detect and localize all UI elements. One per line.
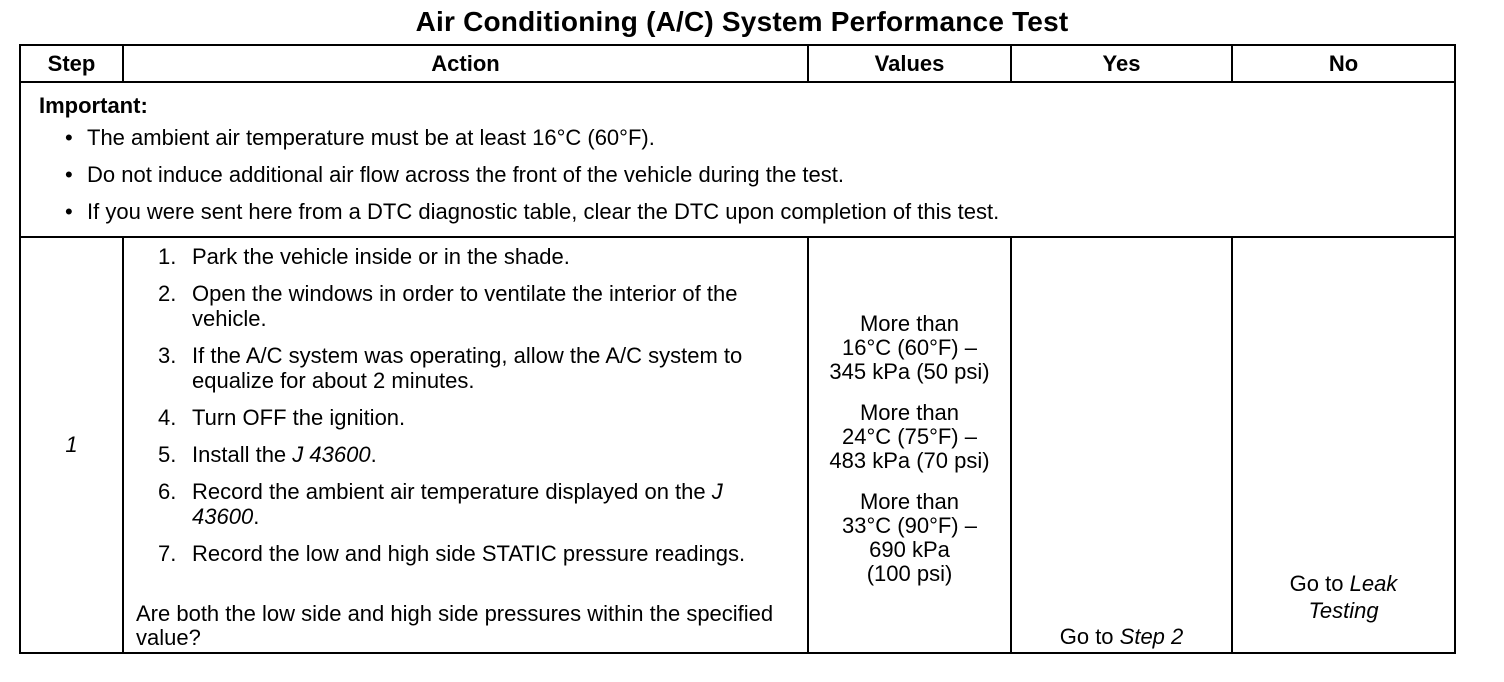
important-row <box>20 82 1455 237</box>
no-target-link[interactable]: Leak <box>1349 571 1398 596</box>
action-cell <box>123 237 808 653</box>
action-item <box>124 281 807 331</box>
action-text: Install the <box>192 442 293 467</box>
values-cell <box>808 237 1011 653</box>
important-bullet: • If you were sent here from a DTC diagnostic table, clear the DTC upon completion of this test. <box>21 199 1454 225</box>
action-item <box>124 343 807 393</box>
action-number: 3. <box>158 343 177 368</box>
action-number: 7. <box>158 541 177 566</box>
action-text-end: . <box>370 442 377 467</box>
step-question: Are both the low side and high side pressures within the specified value? <box>136 601 774 650</box>
value-group <box>809 490 1010 586</box>
no-target-link-continued[interactable]: Testing <box>1308 598 1379 623</box>
action-text: Record the low and high side STATIC pressure readings. <box>192 541 746 566</box>
action-item <box>124 244 807 269</box>
yes-target-link[interactable]: Step 2 <box>1119 624 1184 649</box>
value-group <box>809 312 1010 384</box>
yes-cell <box>1011 237 1232 653</box>
action-number: 2. <box>158 281 177 306</box>
tool-reference: J 43600 <box>292 442 371 467</box>
action-number: 1. <box>158 244 177 269</box>
important-bullets <box>21 125 1454 225</box>
value-line: 483 kPa (70 psi) <box>829 448 990 473</box>
header-row <box>20 45 1455 82</box>
action-text: Open the windows in order to ventilate the interior of the vehicle. <box>192 281 738 331</box>
value-line: 690 kPa <box>869 537 950 562</box>
step-number: 1 <box>20 237 123 653</box>
action-text: Record the ambient air temperature displayed on the <box>192 479 712 504</box>
action-text: Turn OFF the ignition. <box>192 405 406 430</box>
action-text: Park the vehicle inside or in the shade. <box>192 244 570 269</box>
action-number: 4. <box>158 405 177 430</box>
value-line: 345 kPa (50 psi) <box>829 359 990 384</box>
value-line: 24°C (75°F) – <box>842 424 977 449</box>
action-item <box>124 479 807 529</box>
value-line: (100 psi) <box>866 561 953 586</box>
important-bullet: • Do not induce additional air flow across the front of the vehicle during the test. <box>21 162 1454 188</box>
header-action: Action <box>123 45 808 82</box>
value-group <box>809 401 1010 473</box>
important-bullet: • The ambient air temperature must be at least 16°C (60°F). <box>21 125 1454 151</box>
step-row <box>20 237 1455 653</box>
action-list <box>124 244 807 566</box>
value-line: More than <box>859 311 960 336</box>
page-title: Air Conditioning (A/C) System Performance Test <box>415 6 1069 37</box>
header-values: Values <box>808 45 1011 82</box>
header-step: Step <box>20 45 123 82</box>
value-line: More than <box>859 489 960 514</box>
action-item <box>124 405 807 430</box>
action-item <box>124 541 807 566</box>
header-no: No <box>1232 45 1455 82</box>
no-cell <box>1232 237 1455 653</box>
action-item <box>124 442 807 467</box>
no-prefix: Go to <box>1289 571 1350 596</box>
value-line: More than <box>859 400 960 425</box>
action-number: 5. <box>158 442 177 467</box>
performance-test-table <box>19 44 1456 654</box>
value-line: 33°C (90°F) – <box>842 513 977 538</box>
action-text-end: . <box>253 504 260 529</box>
action-number: 6. <box>158 479 177 504</box>
tool-reference: J 43600 <box>192 479 723 529</box>
action-text: If the A/C system was operating, allow the A/C system to equalize for about 2 minutes. <box>192 343 743 393</box>
important-note <box>20 82 1455 237</box>
value-line: 16°C (60°F) – <box>842 335 977 360</box>
yes-prefix: Go to <box>1059 624 1120 649</box>
important-label: Important: <box>39 93 148 118</box>
header-yes: Yes <box>1011 45 1232 82</box>
